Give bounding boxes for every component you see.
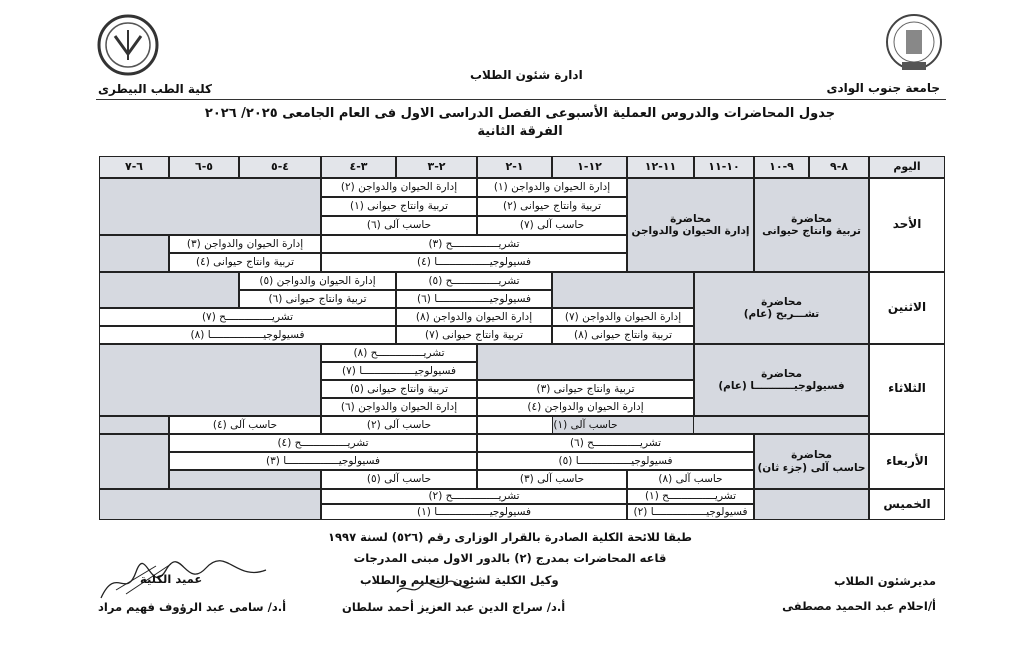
practical-cell: حاسب آلى (٥) [321,470,477,489]
practical-cell: تشريـــــــــــــــح (٦) [477,434,754,452]
university-logo [884,12,944,72]
grade-title: الفرقة الثانية [477,124,563,139]
header-divider [96,99,946,100]
practical-cell: فسيولوجيـــــــــــــــــا (٤) [321,253,627,272]
practical-cell: تشريـــــــــــــــح (١) [627,489,754,504]
handwritten-signature [395,580,475,602]
decree-note: طبقا للائحة الكلية الصادرة بالقرار الوزارى رقم (٥٢٦) لسنة ١٩٩٧ [328,530,692,544]
empty-cell [99,434,169,489]
lecture-label: محاضرة [791,449,832,462]
lecture-subject: تربية وانتاج حيوانى [762,225,861,237]
practical-cell: فسيولوجيـــــــــــــــــا (٧) [321,362,477,380]
day-monday: الاثنين [869,272,945,344]
day-thursday: الخميس [869,489,945,520]
signature-name: أ.د/ سراج الدين عبد العزيز أحمد سلطان [342,600,566,614]
lecture-subject: فسيولوجيـــــــــــا (عام) [718,380,845,392]
lecture-subject: تشـــريح (عام) [743,308,820,320]
lecture-label: محاضرة [761,367,802,380]
practical-cell: فسيولوجيـــــــــــــــــا (٨) [99,326,396,344]
signature-name: أ.د/ سامى عبد الرؤوف فهيم مراد [98,600,287,614]
practical-cell: حاسب آلى (٧) [477,216,627,235]
faculty-logo [97,14,157,74]
empty-cell [99,489,321,520]
lecture-cell [754,178,869,272]
signature-role: وكيل الكلية لشئون التعليم والطلاب [360,573,559,587]
lecture-cell [694,344,869,416]
col-header-slot: ١-٢ [477,156,552,178]
col-header-slot: ٥-٦ [169,156,239,178]
practical-cell: حاسب آلى (٦) [321,216,477,235]
empty-cell [754,489,869,520]
lecture-subject: حاسب آلى (جزء ثان) [757,461,866,474]
empty-cell [169,470,321,489]
hall-note: قاعه المحاضرات بمدرج (٢) بالدور الاول مبنى المدرجات [353,551,667,565]
lecture-subject: إدارة الحيوان والدواجن [631,225,750,237]
schedule-table [99,156,945,520]
empty-cell [99,178,321,235]
practical-cell: تربية وانتاج حيوانى (٨) [552,326,694,344]
signature-name: أ/احلام عبد الحميد مصطفى [782,599,936,613]
col-header-slot: ١٢-١ [552,156,627,178]
practical-cell: إدارة الحيوان والدواجن (٣) [169,235,321,253]
practical-cell: إدارة الحيوان والدواجن (٦) [321,398,477,416]
practical-cell: فسيولوجيـــــــــــــــــا (٥) [477,452,754,470]
practical-cell: تشريـــــــــــــــح (٧) [99,308,396,326]
practical-cell: تربية وانتاج حيوانى (٧) [396,326,552,344]
day-wednesday: الأربعاء [869,434,945,489]
practical-cell: إدارة الحيوان والدواجن (٧) [552,308,694,326]
lecture-label: محاضرة [761,295,802,308]
lecture-label: محاضرة [670,212,711,225]
col-header-slot: ٨-٩ [809,156,869,178]
practical-cell: إدارة الحيوان والدواجن (٥) [239,272,396,290]
empty-cell [99,235,169,272]
practical-cell: تربية وانتاج حيوانى (٣) [477,380,694,398]
col-header-slot: ٦-٧ [99,156,169,178]
empty-cell [552,272,694,308]
schedule-title: جدول المحاضرات والدروس العملية الأسبوعى الفصل الدراسى الاول فى العام الجامعى ٢٠٢٥/ ٢٠٢٦ [204,106,836,121]
practical-cell: تشريـــــــــــــــح (٨) [321,344,477,362]
practical-cell: تربية وانتاج حيوانى (٤) [169,253,321,272]
col-header-slot: ١٠-١١ [694,156,754,178]
col-header-slot: ١١-١٢ [627,156,694,178]
practical-cell: تربية وانتاج حيوانى (١) [321,197,477,216]
practical-cell: إدارة الحيوان والدواجن (٤) [477,398,694,416]
practical-cell: تربية وانتاج حيوانى (٥) [321,380,477,398]
practical-cell: تشريـــــــــــــــح (٣) [321,235,627,253]
empty-cell [477,344,694,380]
practical-cell: حاسب آلى (٢) [321,416,477,434]
col-header-slot: ٩-١٠ [754,156,809,178]
col-header-slot: ٣-٤ [321,156,396,178]
faculty-name: كلية الطب البيطرى [98,82,212,96]
signature-role: عميد الكلية [140,572,203,586]
col-header-slot: ٢-٣ [396,156,477,178]
practical-cell: فسيولوجيـــــــــــــــــا (٢) [627,504,754,520]
practical-cell: تشريـــــــــــــــح (٥) [396,272,552,290]
day-tuesday: الثلاثاء [869,344,945,434]
signature-role: مديرشئون الطلاب [833,574,936,588]
empty-cell [99,416,169,434]
lecture-cell [627,178,754,272]
department-name: ادارة شئون الطلاب [470,68,583,82]
empty-cell [99,272,239,308]
lecture-label: محاضرة [791,212,832,225]
university-name: جامعة جنوب الوادى [826,81,940,95]
practical-cell: فسيولوجيـــــــــــــــــا (٦) [396,290,552,308]
lecture-cell [754,434,869,489]
practical-cell: إدارة الحيوان والدواجن (٨) [396,308,552,326]
practical-cell: تشريـــــــــــــــح (٢) [321,489,627,504]
practical-cell: حاسب آلى (٣) [477,470,627,489]
practical-cell: فسيولوجيـــــــــــــــــا (١) [321,504,627,520]
practical-cell: تشريـــــــــــــــح (٤) [169,434,477,452]
practical-cell: إدارة الحيوان والدواجن (١) [477,178,627,197]
day-sunday: الأحد [869,178,945,272]
col-header-slot: ٤-٥ [239,156,321,178]
empty-cell [99,344,321,416]
practical-cell: فسيولوجيـــــــــــــــــا (٣) [169,452,477,470]
practical-cell: حاسب آلى (٤) [169,416,321,434]
lecture-cell [694,272,869,344]
practical-cell: تربية وانتاج حيوانى (٦) [239,290,396,308]
practical-cell: حاسب آلى (٨) [627,470,754,489]
practical-cell: تربية وانتاج حيوانى (٢) [477,197,627,216]
col-header-day: اليوم [869,156,945,178]
practical-cell: حاسب آلى (١) [477,416,694,434]
practical-cell: إدارة الحيوان والدواجن (٢) [321,178,477,197]
